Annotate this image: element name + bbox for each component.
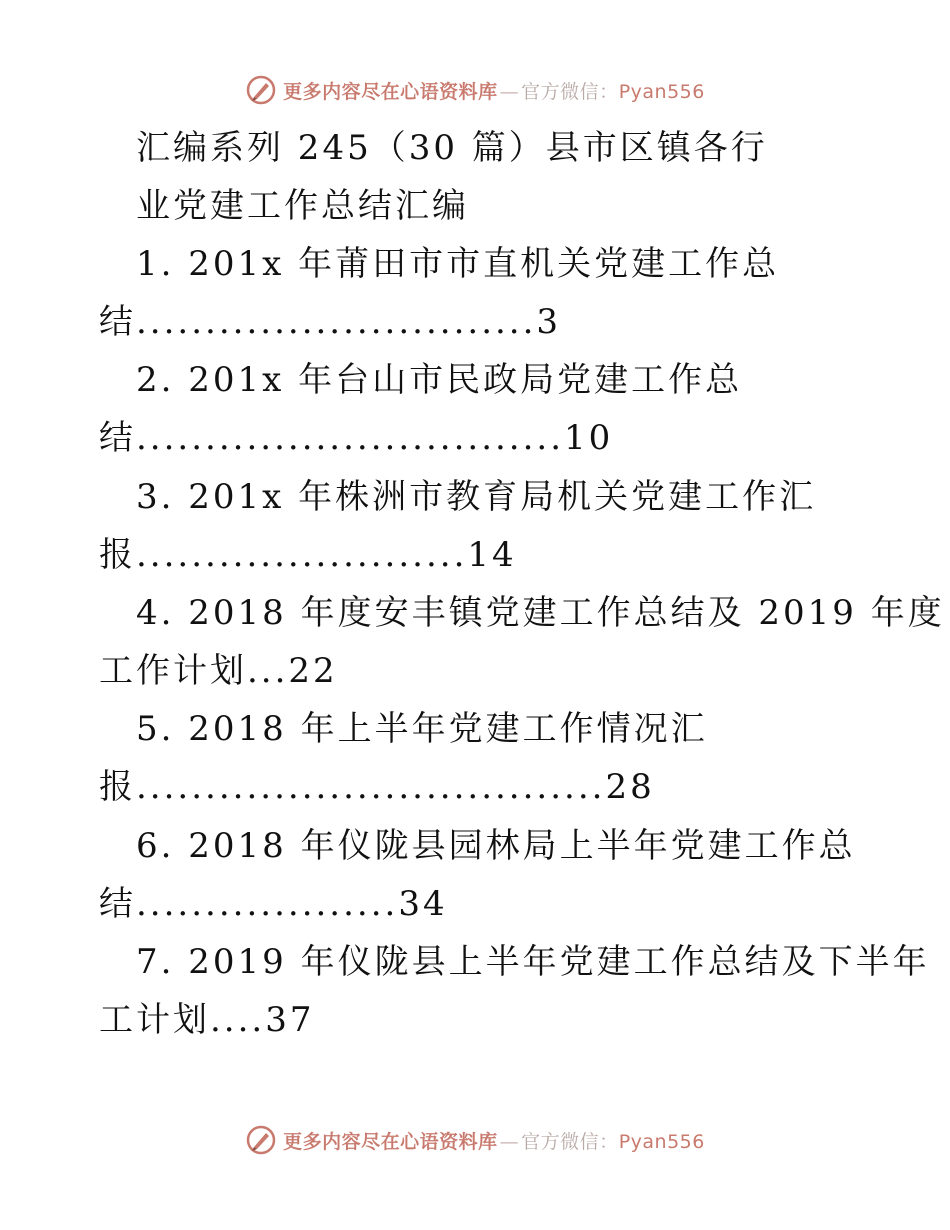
toc-entry-2-page: 结...............................10 bbox=[99, 418, 614, 458]
watermark-text bbox=[283, 77, 705, 104]
toc-entry-6-page: 结...................34 bbox=[99, 884, 448, 924]
watermark-wechat-label: 官方微信： bbox=[521, 1130, 619, 1153]
toc-entry-5-title: 5. 2018 年上半年党建工作情况汇 bbox=[136, 709, 708, 749]
doc-title-line-2: 业党建工作总结汇编 bbox=[136, 186, 469, 226]
pen-logo-icon bbox=[245, 74, 277, 106]
watermark-header bbox=[0, 70, 950, 110]
toc-entry-7-page: 工计划....37 bbox=[99, 1000, 315, 1040]
watermark-footer bbox=[0, 1120, 950, 1160]
toc-entry-3-title: 3. 201x 年株洲市教育局机关党建工作汇 bbox=[136, 477, 817, 517]
watermark-text bbox=[283, 1127, 705, 1154]
toc-entry-5-page: 报..................................28 bbox=[99, 767, 655, 807]
toc-entry-4-title: 4. 2018 年度安丰镇党建工作总结及 2019 年度 bbox=[136, 593, 945, 633]
watermark-separator: — bbox=[499, 80, 520, 103]
watermark-main: 更多内容尽在心语资料库 bbox=[283, 80, 498, 103]
watermark-wechat-id: Pyan556 bbox=[618, 80, 705, 103]
watermark-wechat-id: Pyan556 bbox=[618, 1130, 705, 1153]
toc-entry-3-page: 报........................14 bbox=[99, 535, 517, 575]
toc-entry-2-title: 2. 201x 年台山市民政局党建工作总 bbox=[136, 360, 743, 400]
toc-entry-6-title: 6. 2018 年仪陇县园林局上半年党建工作总 bbox=[136, 826, 856, 866]
doc-title-line-1: 汇编系列 245（30 篇）县市区镇各行 bbox=[136, 128, 768, 168]
watermark-main: 更多内容尽在心语资料库 bbox=[283, 1130, 498, 1153]
watermark-wechat-label: 官方微信： bbox=[521, 80, 619, 103]
toc-entry-1-title: 1. 201x 年莆田市市直机关党建工作总 bbox=[136, 244, 780, 284]
toc-entry-1-page: 结.............................3 bbox=[99, 302, 562, 342]
toc-entry-7-title: 7. 2019 年仪陇县上半年党建工作总结及下半年 bbox=[136, 942, 930, 982]
pen-logo-icon bbox=[245, 1124, 277, 1156]
toc-entry-4-page: 工作计划...22 bbox=[99, 651, 338, 691]
watermark-separator: — bbox=[499, 1130, 520, 1153]
